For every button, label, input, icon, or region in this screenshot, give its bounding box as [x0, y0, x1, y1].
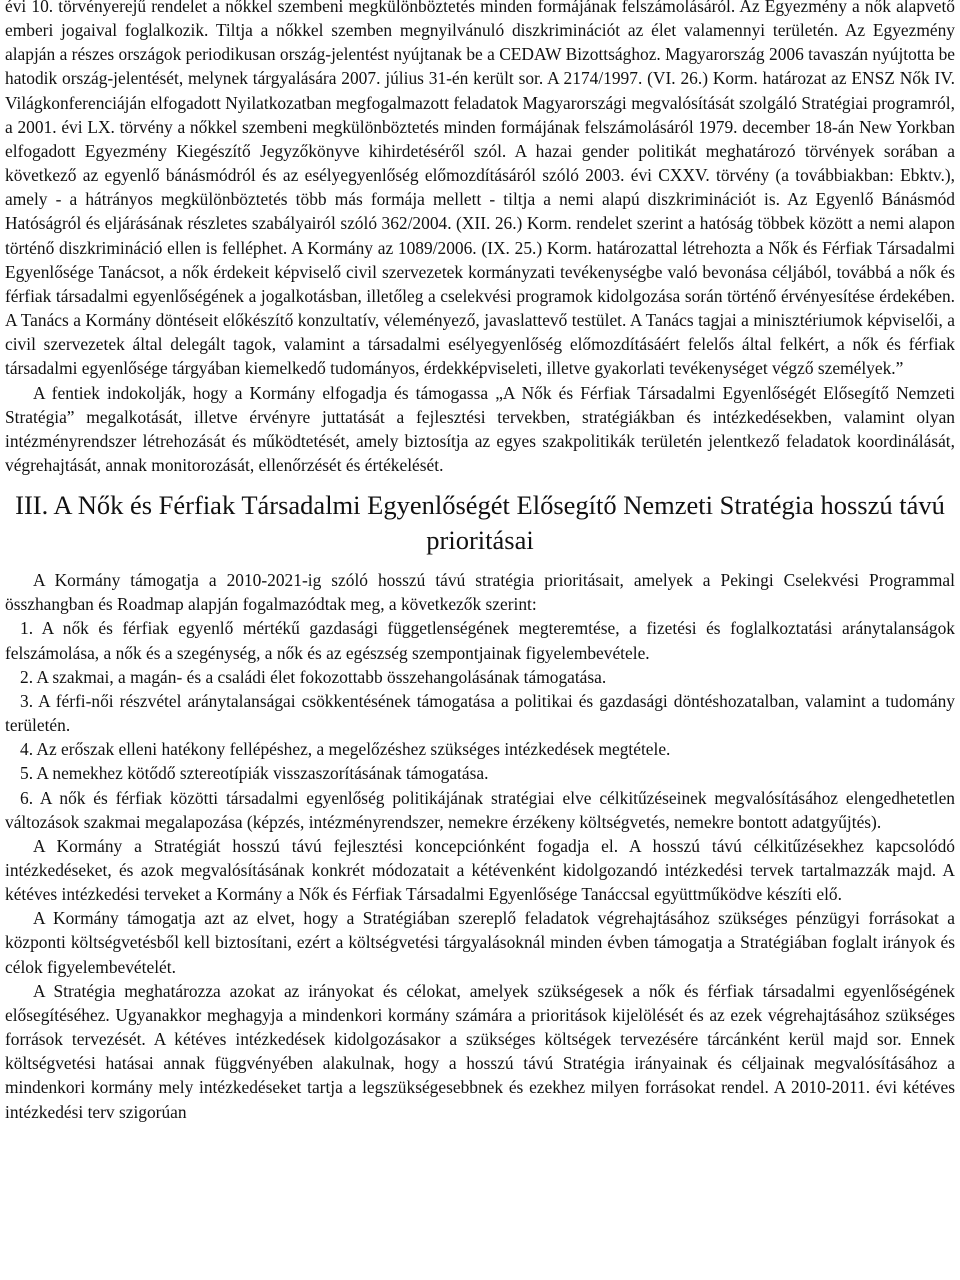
intro-paragraph: A Kormány támogatja a 2010-2021-ig szóló hosszú távú stratégia prioritásait, amelyek a Pekingi Cselekvési Programmal összhangban és Roadmap alapján fogalmazódtak meg, a következők szerint:	[5, 570, 955, 615]
priority-item: 1. A nők és férfiak egyenlő mértékű gazdasági függetlenségének megteremtése, a fizetési és foglalkoztatási aránytalanságok felszámolása, a nők és a szegénység, a nők és az egészség szempontjainak figyelembevétele.	[5, 618, 955, 663]
priority-item: 4. Az erőszak elleni hatékony fellépéshez, a megelőzéshez szükséges intézkedések megtétele.	[20, 739, 671, 760]
body-paragraph: A fentiek indokolják, hogy a Kormány elfogadja és támogassa „A Nők és Férfiak Társadalmi Egyenlőségét Elősegítő Nemzeti Stratégia” megalkotását, illetve érvényre juttatását a fejlesztési tervekben, stratégiákban és intézkedésekben, valamint olyan intézményrendszer létrehozását és működtetését, amely biztosítja az egyes szakpolitikák területén jelentkező feladatok koordinálását, végrehajtását, annak monitorozását, ellenőrzését és értékelését.	[5, 382, 955, 475]
priority-item: 5. A nemekhez kötődő sztereotípiák visszaszorításának támogatása.	[20, 763, 489, 784]
body-paragraph: A Stratégia meghatározza azokat az irányokat és célokat, amelyek szükségesek a nők és férfiak társadalmi egyenlőségének elősegítéséhez. Ugyanakkor meghagyja a mindenkori kormány számára a prioritások kijelölését és az ezek végrehajtásához szükséges források tervezését. A kétéves intézkedések kidolgozásakor a szükséges költségek tervezésére tárcánként kerül majd sor. Ennek költségvetési hatásai annak függvényében alakulnak, hogy a hosszú távú Stratégia irányainak és céljainak megvalósításához a mindenkori kormány mely intézkedéseket tartja a legszükségesebbnek és ezekhez milyen forrásokat rendel. A 2010-2011. évi kétéves intézkedési terv szigorúan	[5, 980, 955, 1122]
section-heading: III. A Nők és Férfiak Társadalmi Egyenlőségét Elősegítő Nemzeti Stratégia hosszú távú prioritásai	[15, 490, 945, 555]
priority-item: 2. A szakmai, a magán- és a családi élet fokozottabb összehangolásának támogatása.	[20, 666, 607, 687]
body-paragraph: A Kormány a Stratégiát hosszú távú fejlesztési koncepciónként fogadja el. A hosszú távú célkitűzésekhez kapcsolódó intézkedéseket, és azok megvalósításának konkrét módozatait a kétévenként kidolgozandó intézkedési tervek tartalmazzák majd. A kétéves intézkedési terveket a Kormány a Nők és Férfiak Társadalmi Egyenlősége Tanáccsal együttműködve készíti elő.	[5, 835, 955, 905]
priority-item: 6. A nők és férfiak közötti társadalmi egyenlőség politikájának stratégiai elve célkitűzéseinek megvalósításához elengedhetetlen változások szakmai megalapozása (képzés, intézményrendszer, nemekre érzékeny költségvetés, nemekre bontott adatgyűjtés).	[5, 787, 955, 832]
body-paragraph: A Kormány támogatja azt az elvet, hogy a Stratégiában szereplő feladatok végrehajtásához szükséges pénzügyi forrásokat a központi költségvetésből kell biztosítani, ezért a költségvetési tárgyalásoknál minden évben támogatja a Stratégiában foglalt irányok és célok figyelembevételét.	[5, 908, 955, 977]
priority-item: 3. A férfi-női részvétel aránytalanságai csökkentésének támogatása a politikai és gazdasági döntéshozatalban, valamint a tudomány területén.	[5, 690, 955, 736]
body-paragraph: évi 10. törvényerejű rendelet a nőkkel szembeni megkülönböztetés minden formájának felszámolásáról. Az Egyezmény a nők alapvető emberi jogaival foglalkozik. Tiltja a nőkkel szemben megnyilvánuló diszkriminációt az élet valamennyi területén. Az Egyezmény alapján a részes országok periodikusan ország-jelentést nyújtanak be a CEDAW Bizottsághoz. Magyarország 2006 tavaszán nyújtotta be hatodik ország-jelentését, melynek tárgyalására 2007. július 31-én került sor. A 2174/1997. (VI. 26.) Korm. határozat az ENSZ Nők IV. Világkonferenciáján elfogadott Nyilatkozatban megfogalmazott feladatok Magyarországi megvalósítását szolgáló Stratégiai programról, a 2001. évi LX. törvény a nőkkel szembeni megkülönböztetés minden formájának felszámolásáról 1979. december 18-án New Yorkban elfogadott Egyezmény Kiegészítő Jegyzőkönyve kihirdetéséről szól. A hazai gender politikát meghatározó törvények sorában a következő az egyenlő bánásmódról és az esélyegyenlőség előmozdításáról szóló 2003. évi CXXV. törvény (a továbbiakban: Ebktv.), amely - a hátrányos megkülönböztetés több más formája mellett - tiltja a nemi alapú diszkriminációt is. Az Egyenlő Bánásmód Hatóságról és eljárásának részletes szabályairól szóló 362/2004. (XII. 26.) Korm. rendelet szerint a hatóság többek között a nemi alapon történő diszkrimináció ellen is felléphet. A Kormány az 1089/2006. (IX. 25.) Korm. határozattal létrehozta a Nők és Férfiak Társadalmi Egyenlősége Tanácsot, a nők érdekeit képviselő civil szervezetek kormányzati tevékenységbe való bevonása céljából, továbbá a nők és férfiak társadalmi egyenlőségének a jogalkotásban, illetőleg a cselekvési programok kidolgozása során történő érvényesítése érdekében. A Tanács a Kormány döntéseit előkészítő konzultatív, véleményező, javaslattevő testület. A Tanács tagjai a minisztériumok képviselői, a civil szervezetek által delegált tagok, valamint a társadalmi esélyegyenlőség előmozdításáért felelős által felkért, a nők és férfiak társadalmi egyenlősége tárgyában kiemelkedő tudományos, érdekképviseleti, illetve gyakorlati tevékenységet végző személyek.”	[5, 0, 955, 379]
